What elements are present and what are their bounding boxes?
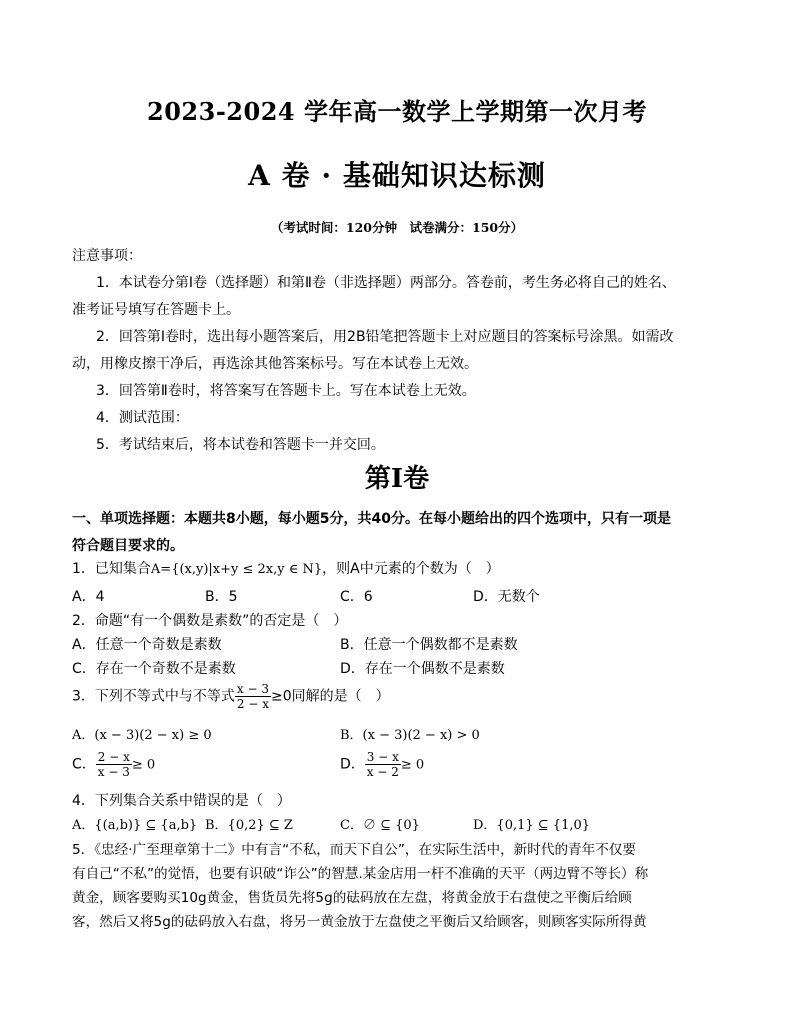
exam-title: 2023-2024 学年高一数学上学期第一次月考 — [147, 97, 647, 126]
question-5-line: 客，然后又将5g的砝码放入右盘，将另一黄金放于左盘使之平衡后又给顾客，则顾客实际所得黄 — [72, 914, 647, 930]
q3-option-d-label: D． — [340, 756, 365, 773]
q3-frac-den: 2 − x — [236, 697, 270, 711]
question-3-stem — [72, 682, 390, 711]
note-line: 3．回答第Ⅱ卷时，将答案写在答题卡上。写在本试卷上无效。 — [96, 383, 476, 399]
note-line: 准考证号填写在答题卡上。 — [72, 302, 240, 318]
note-line: 动，用橡皮擦干净后，再选涂其他答案标号。写在本试卷上无效。 — [72, 356, 478, 372]
q3-fraction — [235, 682, 271, 711]
question-4-stem: 4．下列集合关系中错误的是（ ） — [72, 793, 291, 809]
q2-option-a: A．任意一个奇数是素数 — [72, 637, 222, 653]
q3-option-c-label: C． — [72, 756, 96, 773]
q1-option-b: B．5 — [205, 589, 238, 605]
question-5-line: 黄金，顾客要购买10g黄金，售货员先将5g的砝码放在左盘，将黄金放于右盘使之平衡后给顾 — [72, 890, 632, 906]
q1-option-c: C．6 — [340, 589, 373, 605]
question-5-line: 有自己“不私”的觉悟，也要有识破“诈公”的智慧.某金店用一杆不准确的天平（两边臂不等长）称 — [72, 866, 649, 882]
notes-heading: 注意事项： — [72, 248, 142, 264]
q2-option-d: D．存在一个偶数不是素数 — [340, 661, 505, 677]
section-heading-cont: 符合题目要求的。 — [72, 538, 184, 554]
q3-stem-end: ≥0同解的是（ ） — [271, 688, 390, 705]
q3-d-num: 3 − x — [366, 750, 399, 764]
q3-option-d — [340, 750, 424, 779]
note-line: 5．考试结束后，将本试卷和答题卡一并交回。 — [96, 437, 385, 453]
q1-option-d: D．无数个 — [473, 589, 540, 605]
section-heading: 一、单项选择题：本题共8小题，每小题5分，共40分。在每小题给出的四个选项中，只有一项是 — [72, 511, 671, 527]
q3-c-num: 2 − x — [97, 750, 130, 764]
q2-option-b: B．任意一个偶数都不是素数 — [340, 637, 518, 653]
q3-option-c — [72, 750, 155, 779]
note-line: 4．测试范围： — [96, 410, 189, 426]
q3-stem-start: 3．下列不等式中与不等式 — [72, 688, 235, 705]
q3-option-a: A．(x − 3)(2 − x) ≥ 0 — [72, 728, 212, 743]
question-1-stem — [72, 558, 500, 578]
q4-option-a: A．{(a,b)} ⊆ {a,b} — [72, 818, 198, 833]
q3-option-c-fraction — [96, 750, 132, 779]
q3-frac-num: x − 3 — [236, 682, 270, 696]
q1-stem-end: ，则A中元素的个数为（ ） — [322, 561, 500, 577]
note-line: 2．回答第Ⅰ卷时，选出每小题答案后，用2B铅笔把答题卡上对应题目的答案标号涂黑。如需改 — [96, 329, 674, 345]
q3-d-den: x − 2 — [366, 765, 399, 779]
q3-option-c-tail: ≥ 0 — [131, 757, 156, 773]
q3-option-b: B．(x − 3)(2 − x) > 0 — [340, 728, 480, 743]
q3-option-d-fraction — [365, 750, 401, 779]
exam-info: （考试时间：120分钟 试卷满分：150分） — [270, 220, 524, 235]
q4-option-c: C．∅ ⊆ {0} — [340, 818, 420, 833]
q3-option-d-tail: ≥ 0 — [400, 757, 425, 773]
q2-option-c: C．存在一个奇数不是素数 — [72, 661, 236, 677]
q3-c-den: x − 3 — [97, 765, 130, 779]
q1-set: A={(x,y)|x+y ≤ 2x,y ∈ N} — [150, 562, 323, 577]
part1-title: 第Ⅰ卷 — [364, 464, 430, 494]
question-2-stem: 2．命题“有一个偶数是素数”的否定是（ ） — [72, 613, 348, 629]
note-line: 1．本试卷分第Ⅰ卷（选择题）和第Ⅱ卷（非选择题）两部分。答卷前，考生务必将自己的姓名、 — [96, 275, 676, 291]
q1-option-a: A．4 — [72, 589, 105, 605]
q1-stem-start: 1．已知集合 — [72, 561, 151, 577]
exam-subtitle: A 卷 · 基础知识达标测 — [248, 159, 546, 192]
q4-option-d: D．{0,1} ⊆ {1,0} — [473, 818, 591, 833]
question-5-line: 5．《忠经·广至理章第十二》中有言“不私，而天下自公”，在实际生活中，新时代的青年不仅要 — [72, 842, 637, 858]
q4-option-b: B．{0,2} ⊆ Z — [205, 818, 293, 833]
